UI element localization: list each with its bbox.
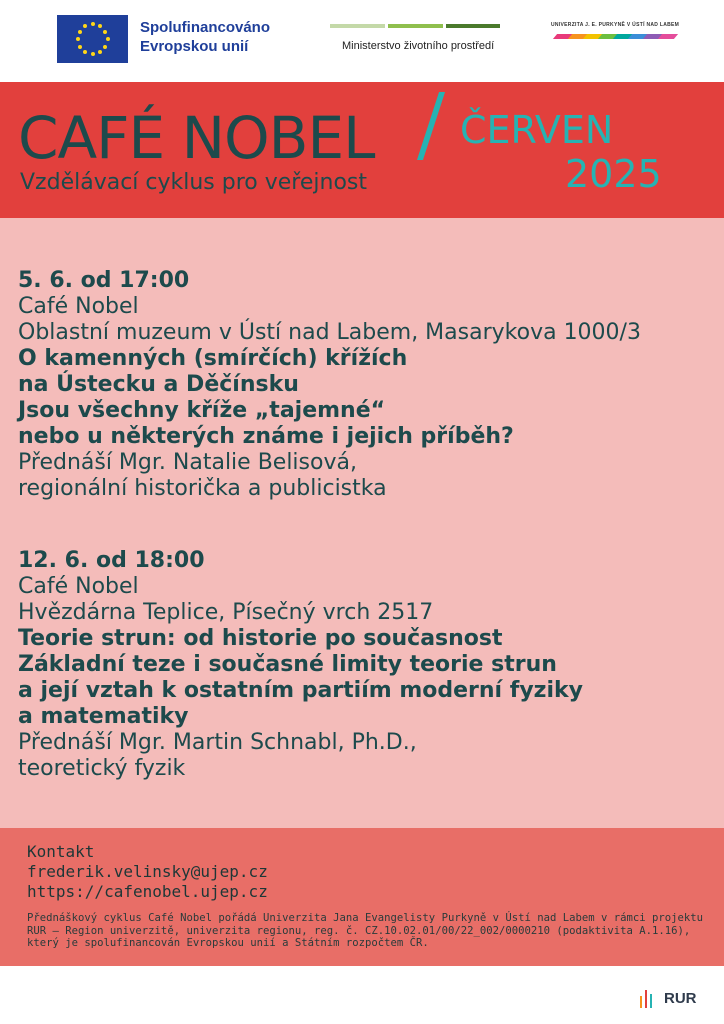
- event-series: Café Nobel: [18, 294, 139, 319]
- contact-email-link[interactable]: frederik.velinsky@ujep.cz: [27, 862, 268, 881]
- event-speaker-line: Přednáší Mgr. Martin Schnabl, Ph.D.,: [18, 730, 417, 755]
- event-2: [18, 548, 583, 782]
- event-date: 5. 6. od 17:00: [18, 268, 190, 293]
- event-title-line: na Ústecku a Děčínsku: [18, 372, 299, 397]
- event-date: 12. 6. od 18:00: [18, 548, 205, 573]
- event-venue: Oblastní muzeum v Ústí nad Labem, Masarykova 1000/3: [18, 320, 641, 345]
- eu-line-2: Evropskou unií: [140, 38, 249, 55]
- event-title-line: O kamenných (smírčích) křížích: [18, 346, 408, 371]
- year-label: 2025: [565, 152, 662, 196]
- ministry-name: Ministerstvo životního prostředí: [342, 40, 495, 52]
- event-title-line: Základní teze i současné limity teorie strun: [18, 652, 557, 677]
- event-title-line: Teorie strun: od historie po současnost: [18, 626, 503, 651]
- slash-divider-icon: [417, 92, 445, 160]
- eu-line-1: Spolufinancováno: [140, 19, 271, 36]
- contact-label: Kontakt: [27, 842, 95, 861]
- ministry-bars-icon: [330, 24, 500, 28]
- eu-star-icon: [78, 30, 82, 34]
- university-logo: [551, 22, 681, 52]
- eu-star-icon: [91, 22, 95, 26]
- eu-star-icon: [78, 45, 82, 49]
- event-series: Café Nobel: [18, 574, 139, 599]
- event-speaker-line: Přednáší Mgr. Natalie Belisová,: [18, 450, 357, 475]
- month-label: ČERVEN: [460, 108, 614, 152]
- ministry-logo: [330, 24, 500, 52]
- university-name: UNIVERZITA J. E. PURKYNĚ V ÚSTÍ NAD LABEM: [551, 22, 680, 28]
- event-title-line: Jsou všechny kříže „tajemné“: [18, 398, 386, 423]
- header-banner: [0, 82, 724, 218]
- page-subtitle: Vzdělávací cyklus pro veřejnost: [20, 170, 367, 195]
- event-venue: Hvězdárna Teplice, Písečný vrch 2517: [18, 600, 434, 625]
- event-title-line: a její vztah k ostatním partiím moderní fyziky: [18, 678, 583, 703]
- event-speaker-line: regionální historička a publicistka: [18, 476, 387, 501]
- events-section: [0, 218, 724, 828]
- contact-section: [0, 828, 724, 966]
- eu-star-icon: [91, 52, 95, 56]
- event-title-line: a matematiky: [18, 704, 189, 729]
- eu-star-icon: [103, 30, 107, 34]
- event-title-line: nebo u některých známe i jejich příběh?: [18, 424, 514, 449]
- logo-strip: [0, 0, 724, 82]
- eu-star-icon: [106, 37, 110, 41]
- rur-bars-icon: [638, 988, 660, 1010]
- contact-website-link[interactable]: https://cafenobel.ujep.cz: [27, 882, 268, 901]
- event-speaker-line: teoretický fyzik: [18, 756, 186, 781]
- eu-cofunding-text: [140, 18, 270, 56]
- page-title: CAFÉ NOBEL: [18, 104, 375, 172]
- eu-flag-icon: [57, 15, 128, 63]
- eu-star-icon: [103, 45, 107, 49]
- eu-star-icon: [83, 24, 87, 28]
- eu-star-icon: [98, 50, 102, 54]
- event-1: [18, 268, 641, 502]
- eu-star-icon: [76, 37, 80, 41]
- funding-footnote: Přednáškový cyklus Café Nobel pořádá Univerzita Jana Evangelisty Purkyně v Ústí nad Labem v rámci projektu RUR – Region univerzitě, univerzita regionu, reg. č. CZ.10.02.01/00/22_002/0000210 (podaktivita A.1.16), který je spolufinancován Evropskou unií a Státním rozpočtem ČR.: [27, 912, 704, 949]
- eu-star-icon: [98, 24, 102, 28]
- eu-star-icon: [83, 50, 87, 54]
- contact-block: [27, 842, 268, 902]
- rur-logo-text: RUR: [664, 990, 697, 1007]
- university-stripes-icon: [551, 32, 681, 52]
